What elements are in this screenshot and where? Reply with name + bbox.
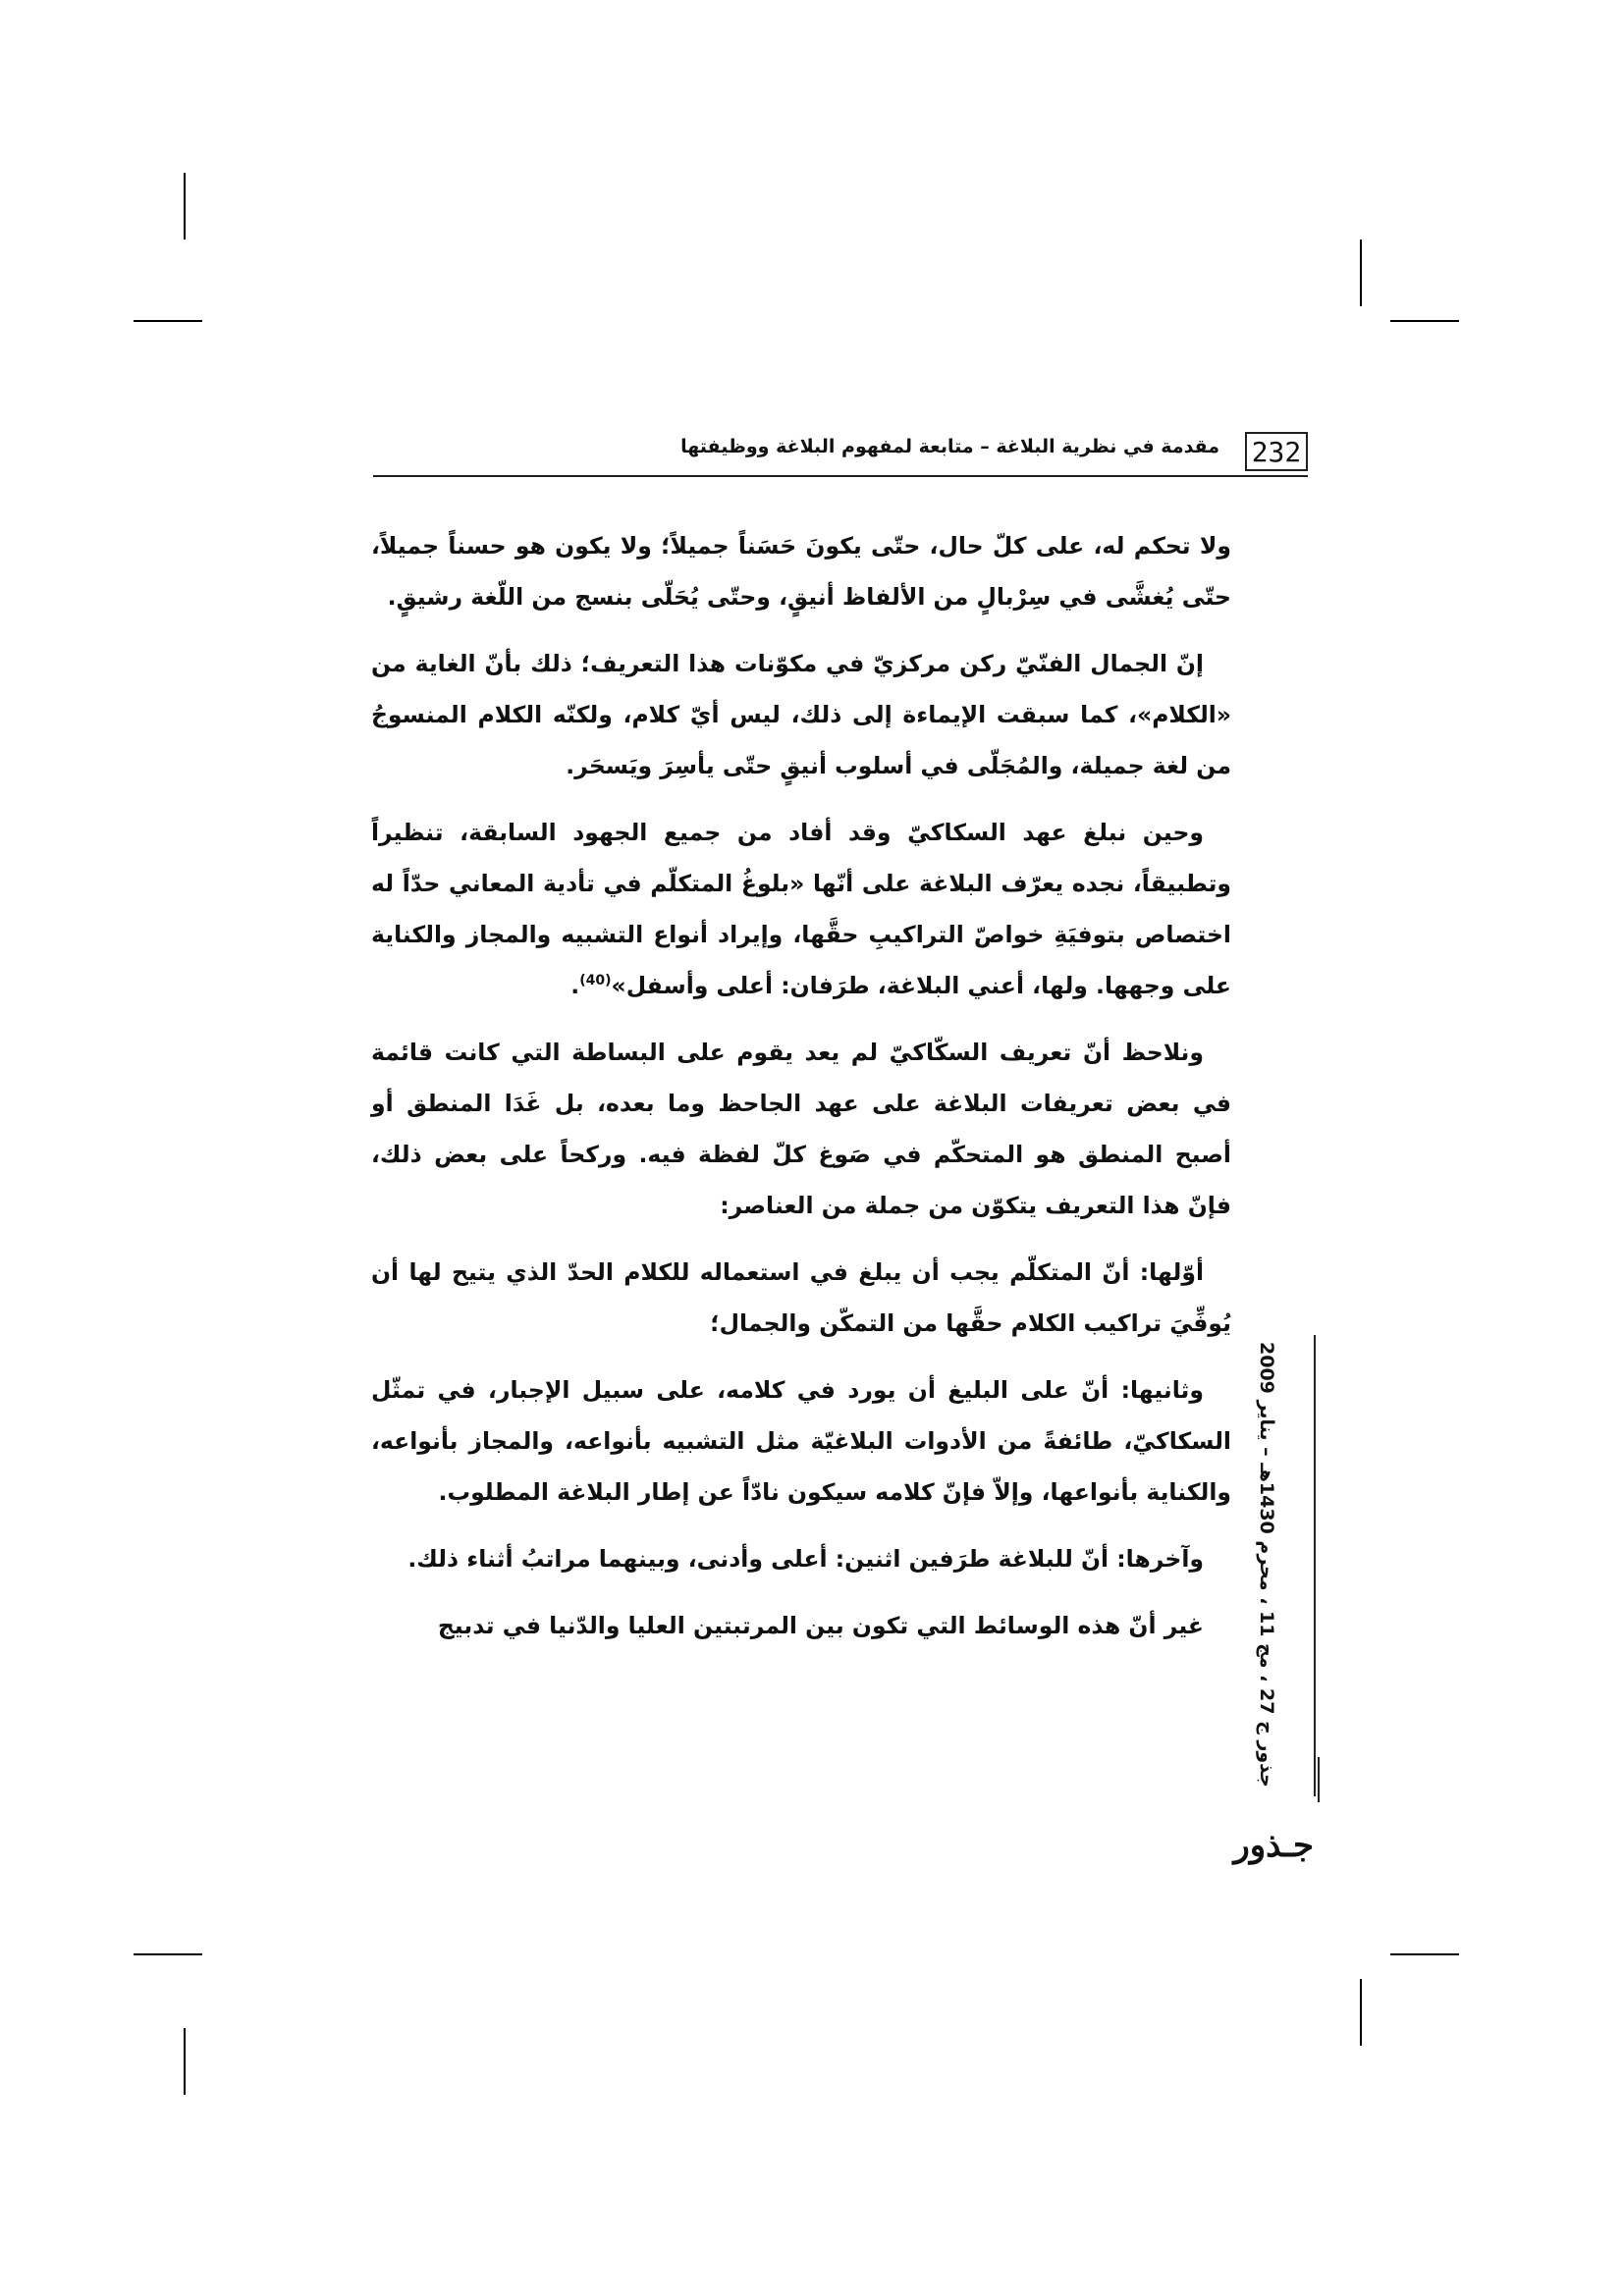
paragraph-4: ونلاحظ أنّ تعريف السكّاكيّ لم يعد يقوم على البساطة التي كانت قائمة في بعض تعريفات البلاغة على عهد الجاحظ وما بعده، بل غَدَا المنطق أو أصبح المنطق هو المتحكّم في صَوغ كلّ لفظة فيه. وركحاً على بعض ذلك، فإنّ هذا التعريف يتكوّن من جملة من العناصر: [371, 1039, 1231, 1219]
paragraph-1: ولا تحكم له، على كلّ حال، حتّى يكونَ حَسَناً جميلاً؛ ولا يكون هو حسناً جميلاً، حتّى يُغشَّى في سِرْبالٍ من الألفاظ أنيقٍ، وحتّى يُحَلّى بنسج من اللّغة رشيقٍ. [371, 532, 1231, 611]
paragraph-6: وثانيها: أنّ على البليغ أن يورد في كلامه، على سبيل الإجبار، في تمثّل السكاكيّ، طائفةً من الأدوات البلاغيّة مثل التشبيه بأنواعه، والمجاز بأنواعه، والكناية بأنواعها، وإلاّ فإنّ كلامه سيكون نادّاً عن إطار البلاغة المطلوب. [371, 1376, 1231, 1506]
crop-mark-top-left-h [134, 320, 202, 322]
crop-mark-bottom-left [184, 2028, 186, 2095]
side-rule-lower [1318, 1757, 1320, 1802]
crop-mark-top-right-h [1390, 320, 1459, 322]
paragraph-2: إنّ الجمال الفنّيّ ركن مركزيّ في مكوّنات هذا التعريف؛ ذلك بأنّ الغاية من «الكلام»، كما سبقت الإيماءة إلى ذلك، ليس أيّ كلام، ولكنّه الكلام المنسوجُ من لغة جميلة، والمُجَلّى في أسلوب أنيقٍ حتّى يأسِرَ ويَسحَر. [371, 650, 1231, 779]
crop-mark-top-left [184, 173, 186, 240]
paragraph-3 [371, 807, 1231, 1011]
page-number: 232 [1245, 432, 1308, 471]
footnote-reference: (40) [579, 973, 612, 989]
crop-mark-bottom-left-h [134, 1953, 202, 1955]
body-text [371, 520, 1231, 1667]
side-rule-upper [1314, 1335, 1316, 1796]
journal-logo: جـذور [1233, 1826, 1314, 1865]
paragraph-7: وآخرها: أنّ للبلاغة طرَفين اثنين: أعلى وأدنى، وبينهما مراتبُ أثناء ذلك. [407, 1545, 1204, 1573]
page-header [373, 432, 1308, 477]
journal-info: جذور ج 27 ، مج 11 ، محرم 1430هـ – يناير 2009 [1256, 1342, 1277, 1788]
paragraph-3-end: . [570, 972, 580, 999]
paragraph-8: غير أنّ هذه الوسائط التي تكون بين المرتبتين العليا والدّنيا في تدبيج [437, 1612, 1204, 1639]
paragraph-3-text: وحين نبلغ عهد السكاكيّ وقد أفاد من جميع الجهود السابقة، تنظيراً وتطبيقاً، نجده يعرّف البلاغة على أنّها «بلوغُ المتكلّم في تأدية المعاني حدّاً له اختصاص بتوفيَةِ خواصّ التراكيبِ حقَّها، وإيراد أنواع التشبيه والمجاز والكناية على وجهها. ولها، أعني البلاغة، طرَفان: أعلى وأسفل» [371, 819, 1231, 999]
crop-mark-top-right [1360, 240, 1362, 306]
paragraph-5: أوّلها: أنّ المتكلّم يجب أن يبلغ في استعماله للكلام الحدّ الذي يتيح لها أن يُوفِّيَ تراكيب الكلام حقَّها من التمكّن والجمال؛ [371, 1258, 1231, 1337]
running-title: مقدمة في نظرية البلاغة – متابعة لمفهوم البلاغة ووظيفتها [680, 436, 1219, 457]
crop-mark-bottom-right-h [1390, 1953, 1459, 1955]
crop-mark-bottom-right [1360, 1979, 1362, 2046]
